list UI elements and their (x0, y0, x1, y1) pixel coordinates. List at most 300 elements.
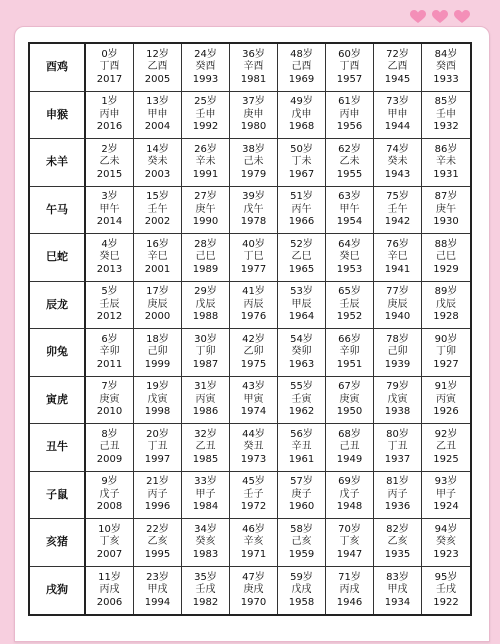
table-cell (230, 424, 278, 472)
age-text: 50岁 (290, 143, 313, 155)
ganzhi-text: 丁亥 (99, 536, 120, 547)
ganzhi-text: 甲子 (436, 488, 456, 500)
ganzhi-text: 辛未 (436, 156, 456, 167)
age-text: 20岁 (146, 428, 169, 440)
table-cell (134, 234, 182, 282)
year-text: 1994 (144, 596, 171, 608)
table-cell (278, 567, 326, 615)
age-text: 57岁 (290, 476, 313, 487)
table-cell (278, 187, 326, 235)
year-text: 2017 (96, 73, 123, 85)
table-cell (422, 519, 470, 567)
year-text: 2005 (144, 73, 171, 85)
year-text: 1947 (336, 548, 363, 560)
table-cell (278, 424, 326, 472)
ganzhi-text: 丙子 (387, 488, 408, 500)
year-text: 1959 (288, 548, 315, 560)
ganzhi-text: 乙未 (99, 156, 120, 167)
age-text: 32岁 (194, 428, 217, 440)
year-text: 1987 (192, 358, 219, 370)
age-text: 0岁 (101, 48, 118, 60)
age-text: 48岁 (290, 48, 313, 60)
ganzhi-text: 丁丑 (147, 441, 168, 452)
ganzhi-text: 丁未 (291, 156, 312, 167)
year-text: 1949 (336, 453, 363, 465)
age-text: 84岁 (434, 48, 458, 60)
age-text: 61岁 (338, 96, 361, 107)
table-cell (422, 282, 470, 330)
year-text: 1937 (384, 453, 411, 465)
table-cell (374, 139, 422, 187)
table-cell (374, 282, 422, 330)
table-cell (86, 234, 134, 282)
year-text: 1997 (144, 453, 171, 465)
ganzhi-text: 癸未 (147, 156, 168, 167)
ganzhi-text: 辛卯 (99, 346, 120, 357)
table-cell (422, 567, 470, 615)
age-text: 16岁 (146, 238, 169, 250)
table-cell (326, 519, 374, 567)
year-text: 1948 (336, 501, 363, 512)
ganzhi-text: 丙寅 (195, 393, 216, 405)
ganzhi-text: 癸亥 (436, 536, 456, 547)
table-cell (374, 424, 422, 472)
age-text: 62岁 (338, 143, 361, 155)
year-text: 1935 (384, 548, 411, 560)
table-cell (422, 424, 470, 472)
ganzhi-text: 己酉 (291, 61, 312, 72)
table-cell (374, 329, 422, 377)
ganzhi-text: 庚寅 (339, 393, 360, 405)
table-cell (230, 44, 278, 92)
ganzhi-text: 壬申 (436, 108, 456, 120)
year-text: 1944 (384, 121, 411, 132)
year-text: 2000 (144, 311, 171, 322)
ganzhi-text: 乙未 (339, 156, 360, 167)
ganzhi-text: 庚申 (243, 108, 264, 120)
age-text: 46岁 (242, 523, 265, 535)
year-text: 2001 (144, 263, 171, 275)
table-cell (374, 377, 422, 425)
age-text: 9岁 (101, 476, 118, 487)
ganzhi-text: 甲午 (99, 203, 120, 215)
table-cell (230, 139, 278, 187)
ganzhi-text: 乙卯 (243, 346, 264, 357)
year-text: 1973 (240, 453, 267, 465)
ganzhi-text: 癸卯 (291, 346, 312, 357)
zodiac-label: 申猴 (30, 92, 86, 140)
year-text: 1995 (144, 548, 171, 560)
year-text: 2015 (96, 168, 123, 180)
age-text: 31岁 (194, 381, 217, 392)
age-text: 60岁 (338, 48, 361, 60)
table-cell (422, 472, 470, 520)
table-cell (422, 92, 470, 140)
year-text: 1922 (433, 596, 459, 608)
age-text: 82岁 (386, 523, 409, 535)
table-cell (230, 234, 278, 282)
ganzhi-text: 辛亥 (243, 536, 264, 547)
ganzhi-text: 丙子 (147, 488, 168, 500)
year-text: 1936 (384, 501, 411, 512)
age-text: 29岁 (194, 286, 217, 297)
table-cell (230, 472, 278, 520)
age-text: 24岁 (194, 48, 217, 60)
year-text: 1989 (192, 263, 219, 275)
ganzhi-text: 庚辰 (147, 298, 168, 310)
age-text: 55岁 (290, 381, 313, 392)
table-cell (278, 92, 326, 140)
age-text: 65岁 (338, 286, 361, 297)
age-text: 30岁 (194, 333, 217, 345)
table-cell (86, 187, 134, 235)
year-text: 1984 (192, 501, 219, 512)
age-text: 14岁 (146, 143, 169, 155)
ganzhi-text: 己丑 (339, 441, 360, 452)
table-cell (86, 567, 134, 615)
zodiac-label: 午马 (30, 187, 86, 235)
ganzhi-text: 丙申 (99, 108, 120, 120)
hearts-decoration (410, 10, 470, 24)
year-text: 1958 (288, 596, 315, 608)
table-cell (230, 519, 278, 567)
year-text: 1941 (384, 263, 411, 275)
year-text: 2013 (96, 263, 123, 275)
ganzhi-text: 乙酉 (147, 61, 168, 72)
year-text: 1926 (433, 406, 459, 417)
age-text: 3岁 (101, 191, 118, 202)
table-cell (182, 329, 230, 377)
table-cell (134, 44, 182, 92)
table-cell (422, 329, 470, 377)
age-text: 78岁 (386, 333, 409, 345)
ganzhi-text: 庚寅 (99, 393, 120, 405)
ganzhi-text: 丁巳 (243, 251, 264, 262)
age-text: 77岁 (386, 286, 409, 297)
ganzhi-text: 戊申 (291, 108, 312, 120)
table-cell (326, 472, 374, 520)
ganzhi-text: 壬申 (195, 108, 216, 120)
age-text: 72岁 (386, 48, 409, 60)
ganzhi-text: 乙巳 (291, 251, 312, 262)
age-text: 75岁 (386, 191, 409, 202)
ganzhi-text: 癸巳 (339, 251, 360, 262)
age-text: 11岁 (98, 571, 121, 583)
age-text: 64岁 (338, 238, 361, 250)
ganzhi-text: 甲午 (339, 203, 360, 215)
ganzhi-text: 庚辰 (387, 298, 408, 310)
table-cell (374, 567, 422, 615)
age-text: 25岁 (194, 96, 217, 107)
year-text: 1998 (144, 406, 171, 417)
age-text: 33岁 (194, 476, 217, 487)
ganzhi-text: 甲子 (195, 488, 216, 500)
table-cell (326, 187, 374, 235)
age-text: 28岁 (194, 238, 217, 250)
year-text: 1990 (192, 216, 219, 227)
ganzhi-text: 戊戌 (291, 584, 312, 595)
year-text: 1938 (384, 406, 411, 417)
year-text: 1962 (288, 406, 315, 417)
year-text: 1966 (288, 216, 315, 227)
ganzhi-text: 己巳 (195, 251, 216, 262)
age-text: 52岁 (290, 238, 313, 250)
table-cell (278, 329, 326, 377)
year-text: 1969 (288, 73, 315, 85)
table-cell (278, 234, 326, 282)
year-text: 1950 (336, 406, 363, 417)
ganzhi-text: 癸未 (387, 156, 408, 167)
zodiac-label: 卯兔 (30, 329, 86, 377)
year-text: 1923 (433, 548, 459, 560)
ganzhi-text: 乙丑 (195, 441, 216, 452)
age-text: 92岁 (434, 428, 458, 440)
age-text: 10岁 (98, 523, 121, 535)
age-text: 94岁 (434, 523, 458, 535)
table-cell (374, 92, 422, 140)
ganzhi-text: 壬戌 (195, 584, 216, 595)
age-text: 8岁 (101, 428, 118, 440)
table-cell (182, 377, 230, 425)
ganzhi-text: 戊辰 (195, 298, 216, 310)
table-cell (86, 424, 134, 472)
table-cell (326, 92, 374, 140)
year-text: 1956 (336, 121, 363, 132)
ganzhi-text: 辛未 (195, 156, 216, 167)
year-text: 1980 (240, 121, 267, 132)
age-text: 68岁 (338, 428, 361, 440)
age-text: 37岁 (242, 96, 265, 107)
year-text: 1928 (433, 311, 459, 322)
ganzhi-text: 壬辰 (99, 298, 120, 310)
ganzhi-text: 癸丑 (243, 441, 264, 452)
year-text: 2014 (96, 216, 123, 227)
age-text: 71岁 (338, 571, 361, 583)
age-text: 41岁 (242, 286, 265, 297)
ganzhi-text: 丙戌 (99, 584, 120, 595)
age-text: 47岁 (242, 571, 265, 583)
year-text: 1975 (240, 358, 267, 370)
year-text: 1933 (433, 73, 459, 85)
heart-icon (432, 10, 448, 24)
ganzhi-text: 戊午 (243, 203, 264, 215)
year-text: 1985 (192, 453, 219, 465)
age-text: 69岁 (338, 476, 361, 487)
age-text: 74岁 (386, 143, 409, 155)
year-text: 1964 (288, 311, 315, 322)
table-cell (182, 424, 230, 472)
table-cell (422, 187, 470, 235)
zodiac-label: 酉鸡 (30, 44, 86, 92)
age-text: 6岁 (101, 333, 118, 345)
table-cell (134, 139, 182, 187)
ganzhi-text: 壬午 (387, 203, 408, 215)
table-cell (86, 472, 134, 520)
age-text: 40岁 (242, 238, 265, 250)
ganzhi-text: 壬午 (147, 203, 168, 215)
age-text: 36岁 (242, 48, 265, 60)
ganzhi-text: 甲戌 (387, 584, 408, 595)
table-cell (374, 234, 422, 282)
year-text: 1931 (433, 168, 459, 180)
ganzhi-text: 己卯 (387, 346, 408, 357)
year-text: 2004 (144, 121, 171, 132)
table-cell (182, 234, 230, 282)
year-text: 1953 (336, 263, 363, 275)
ganzhi-text: 乙丑 (436, 441, 456, 452)
year-text: 1968 (288, 121, 315, 132)
table-cell (326, 139, 374, 187)
age-text: 7岁 (101, 381, 118, 392)
age-text: 93岁 (434, 476, 458, 487)
table-cell (134, 329, 182, 377)
ganzhi-text: 壬辰 (339, 298, 360, 310)
age-text: 1岁 (101, 96, 118, 107)
table-cell (134, 377, 182, 425)
age-text: 27岁 (194, 191, 217, 202)
table-cell (374, 472, 422, 520)
table-cell (86, 377, 134, 425)
year-text: 1929 (433, 263, 459, 275)
ganzhi-text: 戊辰 (436, 298, 456, 310)
zodiac-label: 丑牛 (30, 424, 86, 472)
table-cell (182, 282, 230, 330)
ganzhi-text: 壬戌 (436, 584, 456, 595)
table-cell (86, 282, 134, 330)
age-text: 21岁 (146, 476, 169, 487)
table-cell (230, 567, 278, 615)
ganzhi-text: 丁酉 (99, 61, 120, 72)
table-cell (182, 92, 230, 140)
ganzhi-text: 壬子 (243, 488, 264, 500)
ganzhi-text: 庚午 (436, 203, 456, 215)
age-text: 18岁 (146, 333, 169, 345)
year-text: 2010 (96, 406, 123, 417)
year-text: 2016 (96, 121, 123, 132)
zodiac-label: 子鼠 (30, 472, 86, 520)
table-cell (374, 44, 422, 92)
ganzhi-text: 己巳 (436, 251, 456, 262)
year-text: 1992 (192, 121, 219, 132)
ganzhi-text: 辛卯 (339, 346, 360, 357)
table-cell (422, 234, 470, 282)
table-cell (230, 187, 278, 235)
table-cell (86, 139, 134, 187)
year-text: 1978 (240, 216, 267, 227)
table-cell (230, 92, 278, 140)
age-text: 23岁 (146, 571, 169, 583)
age-text: 76岁 (386, 238, 409, 250)
age-text: 90岁 (434, 333, 458, 345)
age-text: 15岁 (146, 191, 169, 202)
year-text: 1945 (384, 73, 411, 85)
age-text: 59岁 (290, 571, 313, 583)
age-text: 38岁 (242, 143, 265, 155)
ganzhi-text: 戊子 (99, 488, 120, 500)
ganzhi-text: 戊寅 (147, 393, 168, 405)
table-cell (86, 92, 134, 140)
year-text: 1946 (336, 596, 363, 608)
table-cell (422, 377, 470, 425)
year-text: 1955 (336, 168, 363, 180)
year-text: 1957 (336, 73, 363, 85)
table-cell (134, 92, 182, 140)
year-text: 1939 (384, 358, 411, 370)
age-text: 63岁 (338, 191, 361, 202)
ganzhi-text: 庚子 (291, 488, 312, 500)
year-text: 2009 (96, 453, 123, 465)
ganzhi-text: 癸巳 (99, 251, 120, 262)
ganzhi-text: 辛丑 (291, 441, 312, 452)
year-text: 1965 (288, 263, 315, 275)
age-text: 86岁 (434, 143, 458, 155)
year-text: 1988 (192, 311, 219, 322)
ganzhi-text: 丁卯 (436, 346, 456, 357)
age-text: 22岁 (146, 523, 169, 535)
ganzhi-text: 甲申 (147, 108, 168, 120)
ganzhi-text: 庚戌 (243, 584, 264, 595)
year-text: 1952 (336, 311, 363, 322)
heart-icon (410, 10, 426, 24)
age-text: 39岁 (242, 191, 265, 202)
age-text: 4岁 (101, 238, 118, 250)
year-text: 1934 (384, 596, 411, 608)
ganzhi-text: 丁亥 (339, 536, 360, 547)
year-text: 1943 (384, 168, 411, 180)
age-text: 54岁 (290, 333, 313, 345)
ganzhi-text: 己未 (243, 156, 264, 167)
age-text: 42岁 (242, 333, 265, 345)
table-cell (86, 329, 134, 377)
age-text: 34岁 (194, 523, 217, 535)
year-text: 2007 (96, 548, 123, 560)
year-text: 1942 (384, 216, 411, 227)
year-text: 1977 (240, 263, 267, 275)
year-text: 1986 (192, 406, 219, 417)
age-text: 19岁 (146, 381, 169, 392)
year-text: 1983 (192, 548, 219, 560)
ganzhi-text: 乙酉 (387, 61, 408, 72)
table-cell (182, 519, 230, 567)
year-text: 1932 (433, 121, 459, 132)
table-cell (134, 187, 182, 235)
year-text: 1979 (240, 168, 267, 180)
year-text: 1996 (144, 501, 171, 512)
age-text: 43岁 (242, 381, 265, 392)
ganzhi-text: 己卯 (147, 346, 168, 357)
table-cell (230, 282, 278, 330)
ganzhi-text: 甲申 (387, 108, 408, 120)
ganzhi-text: 乙亥 (387, 536, 408, 547)
zodiac-label: 亥猪 (30, 519, 86, 567)
table-cell (326, 44, 374, 92)
age-text: 35岁 (194, 571, 217, 583)
age-text: 2岁 (101, 143, 118, 155)
age-text: 80岁 (386, 428, 409, 440)
table-cell (278, 139, 326, 187)
ganzhi-text: 丙戌 (339, 584, 360, 595)
ganzhi-text: 庚午 (195, 203, 216, 215)
table-cell (326, 567, 374, 615)
age-text: 85岁 (434, 96, 458, 107)
year-text: 1971 (240, 548, 267, 560)
year-text: 2012 (96, 311, 123, 322)
year-text: 1925 (433, 453, 459, 465)
year-text: 1961 (288, 453, 315, 465)
year-text: 1960 (288, 501, 315, 512)
table-cell (182, 139, 230, 187)
ganzhi-text: 丙申 (339, 108, 360, 120)
